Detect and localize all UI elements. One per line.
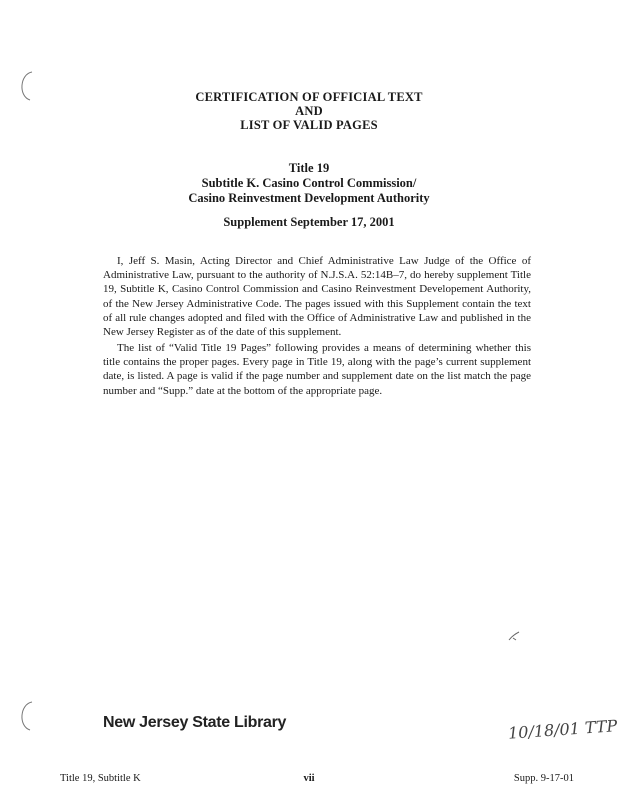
library-stamp: New Jersey State Library (103, 714, 287, 731)
list-of-valid-pages-title: LIST OF VALID PAGES (240, 118, 378, 132)
supplement-date: Supplement September 17, 2001 (223, 215, 395, 229)
title-number: Title 19 (288, 161, 330, 175)
subtitle-line: Subtitle K. Casino Control Commission/ (201, 176, 417, 190)
paragraph-2: The list of “Valid Title 19 Pages” following provides a means of determining whether this title contains the proper pages. Every page in Title 19, along with the page’s current supplement date, is listed. A page is valid if the page number and supplement date on the list match the page number and “Supp.” date at the bottom of the appropriate page. (103, 342, 531, 397)
certification-title-and: AND (295, 104, 323, 118)
page-number: vii (303, 773, 315, 784)
handwritten-date-initials: 10/18/01 TTP (507, 716, 618, 743)
pen-mark (507, 630, 521, 642)
footer-supplement: Supp. 9-17-01 (513, 773, 574, 784)
certification-title: CERTIFICATION OF OFFICIAL TEXT (195, 90, 423, 104)
valid-pages-paragraph (103, 341, 531, 398)
punch-hole-mark-bottom (16, 700, 36, 732)
footer-title: Title 19, Subtitle K (60, 773, 141, 784)
authority-line: Casino Reinvestment Development Authority (188, 191, 430, 205)
paragraph-1: I, Jeff S. Masin, Acting Director and Chief Administrative Law Judge of the Office of Administrative Law, pursuant to the authority of N.J.S.A. 52:14B–7, do hereby supplement Title 19, Subtitle K, Casino Control Commission and Casino Reinvestment Developement Authority, of the New Jersey Administrative Code. The pages issued with this Supplement contain the text of all rule changes adopted and filed with the Office of Administrative Law and published in the New Jersey Register as of the date of this supplement. (103, 255, 531, 339)
certification-paragraph (103, 254, 531, 339)
